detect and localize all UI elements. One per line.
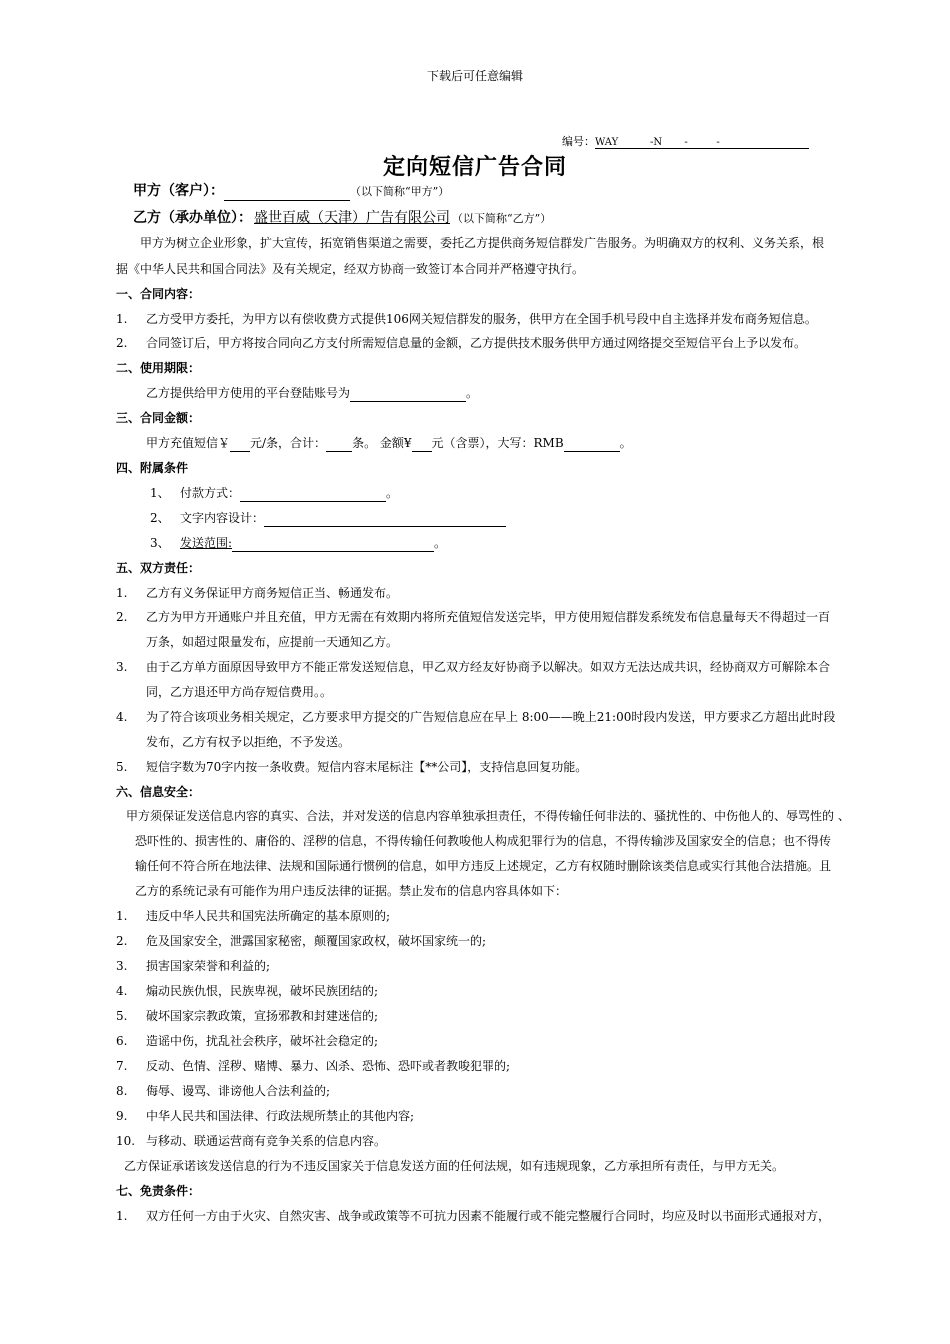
section-2-heading: 二、使用期限： — [116, 361, 201, 375]
s5-line: 5. 短信字数为70字内按一条收费。短信内容末尾标注【**公司】，支持信息回复功能。 — [116, 760, 588, 774]
section-7-heading: 七、免责条件： — [116, 1184, 201, 1198]
section-5-heading: 五、双方责任： — [116, 561, 201, 575]
section-1-heading: 一、合同内容： — [116, 287, 201, 301]
s6-item: 4. 煽动民族仇恨，民族卑视，破坏民族团结的; — [116, 984, 379, 998]
party-b-label: 乙方（承办单位）： — [133, 210, 252, 226]
s6-item: 1. 违反中华人民共和国宪法所确定的基本原则的; — [116, 909, 391, 923]
s7-item: 1. 双方任何一方由于火灾、自然灾害、战争或政策等不可抗力因素不能履行或不能完整履行合同时，均应及时以书面形式通报对方， — [116, 1209, 831, 1223]
s6-para-line: 输任何不符合所在地法律、法规和国际通行惯例的信息，如甲方违反上述规定，乙方有权随时删除该类信息或实行其他合法措施。且 — [135, 859, 832, 873]
party-a-field[interactable] — [224, 186, 350, 201]
text-design-field[interactable] — [264, 512, 506, 527]
contract-title: 定向短信广告合同 — [382, 154, 567, 180]
payment-method-field[interactable] — [240, 487, 386, 502]
s6-item: 2. 危及国家安全，泄露国家秘密，颠覆国家政权，破坏国家统一的; — [116, 934, 487, 948]
party-b-name: 盛世百威（天津）广告有限公司 — [254, 210, 450, 226]
download-note: 下载后可任意编辑 — [426, 69, 523, 83]
s4-item: 3、 发送范围: 。 — [150, 536, 447, 550]
account-field[interactable] — [350, 387, 466, 402]
send-range-field[interactable] — [232, 537, 434, 552]
s6-item: 7. 反动、色情、淫秽、赌博、暴力、凶杀、恐怖、恐吓或者教唆犯罪的; — [116, 1059, 511, 1073]
serial-number — [562, 133, 809, 149]
count-field[interactable] — [326, 437, 352, 452]
party-a-line — [133, 182, 449, 201]
s5-line: 4. 为了符合该项业务相关规定，乙方要求甲方提交的广告短信息应在早上 8:00——晚上21:00时段内发送，甲方要求乙方超出此时段 — [116, 710, 836, 724]
s5-line: 万条，如超过限量发布，应提前一天通知乙方。 — [146, 635, 399, 649]
serial-field[interactable]: WAY -N - - — [595, 137, 809, 149]
section-4-heading: 四、附属条件 — [116, 461, 189, 475]
s6-item: 10. 与移动、联通运营商有竞争关系的信息内容。 — [116, 1134, 387, 1148]
s1-item: 2. 合同签订后，甲方将按合同向乙方支付所需短信息量的金额，乙方提供技术服务供甲方通过网络提交至短信平台上予以发布。 — [116, 336, 807, 350]
s4-item: 1、 付款方式： 。 — [150, 486, 399, 500]
s6-closing: 乙方保证承诺该发送信息的行为不违反国家关于信息发送方面的任何法规，如有违规现象，乙方承担所有责任，与甲方无关。 — [124, 1159, 785, 1173]
s4-item: 2、 文字内容设计： — [150, 509, 506, 527]
s5-line: 同，乙方退还甲方尚存短信费用。。 — [146, 685, 333, 699]
amount-words-field[interactable] — [564, 437, 620, 452]
unit-price-field[interactable] — [230, 437, 250, 452]
party-a-note: （以下简称“甲方”） — [350, 185, 450, 198]
s5-line: 发布，乙方有权予以拒绝，不予发送。 — [146, 735, 351, 749]
s6-item: 6. 造谣中伤，扰乱社会秩序，破坏社会稳定的; — [116, 1034, 379, 1048]
s6-para-line: 恐吓性的、损害性的、庸俗的、淫秽的信息，不得传输任何教唆他人构成犯罪行为的信息，不得传输涉及国家安全的信息；也不得传 — [135, 834, 832, 848]
s6-item: 3. 损害国家荣誉和利益的; — [116, 959, 271, 973]
intro-line-1: 甲方为树立企业形象，扩大宣传，拓宽销售渠道之需要，委托乙方提供商务短信群发广告服务。为明确双方的权利、义务关系，根 — [140, 236, 825, 250]
s6-item: 5. 破坏国家宗教政策，宣扬邪教和封建迷信的; — [116, 1009, 379, 1023]
section-3-heading: 三、合同金额： — [116, 411, 201, 425]
s6-item: 8. 侮辱、谩骂、诽谤他人合法利益的; — [116, 1084, 331, 1098]
section-6-heading: 六、信息安全： — [116, 785, 201, 799]
s3-amount-line: 甲方充值短信￥ 元/条，合计： 条。 金额¥ 元（含票），大写：RMB 。 — [146, 436, 632, 450]
s2-account-line: 乙方提供给甲方使用的平台登陆账号为 。 — [146, 386, 479, 400]
amount-field[interactable] — [412, 437, 432, 452]
party-b-line — [133, 209, 551, 228]
s5-line: 3. 由于乙方单方面原因导致甲方不能正常发送短信息，甲乙双方经友好协商予以解决。如双方无法达成共识，经协商双方可解除本合 — [116, 660, 831, 674]
s5-line: 2. 乙方为甲方开通账户并且充值，甲方无需在有效期内将所充值短信发送完毕，甲方使用短信群发系统发布信息量每天不得超过一百 — [116, 610, 831, 624]
party-b-note: （以下简称“乙方”） — [452, 212, 552, 225]
s5-line: 1. 乙方有义务保证甲方商务短信正当、畅通发布。 — [116, 586, 399, 600]
serial-label: 编号： — [562, 135, 595, 148]
s6-para-line: 乙方的系统记录有可能作为用户违反法律的证据。禁止发布的信息内容具体如下： — [135, 884, 568, 898]
s6-item: 9. 中华人民共和国法律、行政法规所禁止的其他内容; — [116, 1109, 415, 1123]
intro-line-2: 据《中华人民共和国合同法》及有关规定，经双方协商一致签订本合同并严格遵守执行。 — [116, 262, 585, 276]
s6-para-line: 甲方须保证发送信息内容的真实、合法，并对发送的信息内容单独承担责任，不得传输任何非法的、骚扰性的、中伤他人的、辱骂性的 、 — [126, 809, 850, 823]
party-a-label: 甲方（客户）： — [133, 183, 224, 199]
s1-item: 1. 乙方受甲方委托，为甲方以有偿收费方式提供106网关短信群发的服务，供甲方在全国手机号段中自主选择并发布商务短信息。 — [116, 312, 817, 326]
